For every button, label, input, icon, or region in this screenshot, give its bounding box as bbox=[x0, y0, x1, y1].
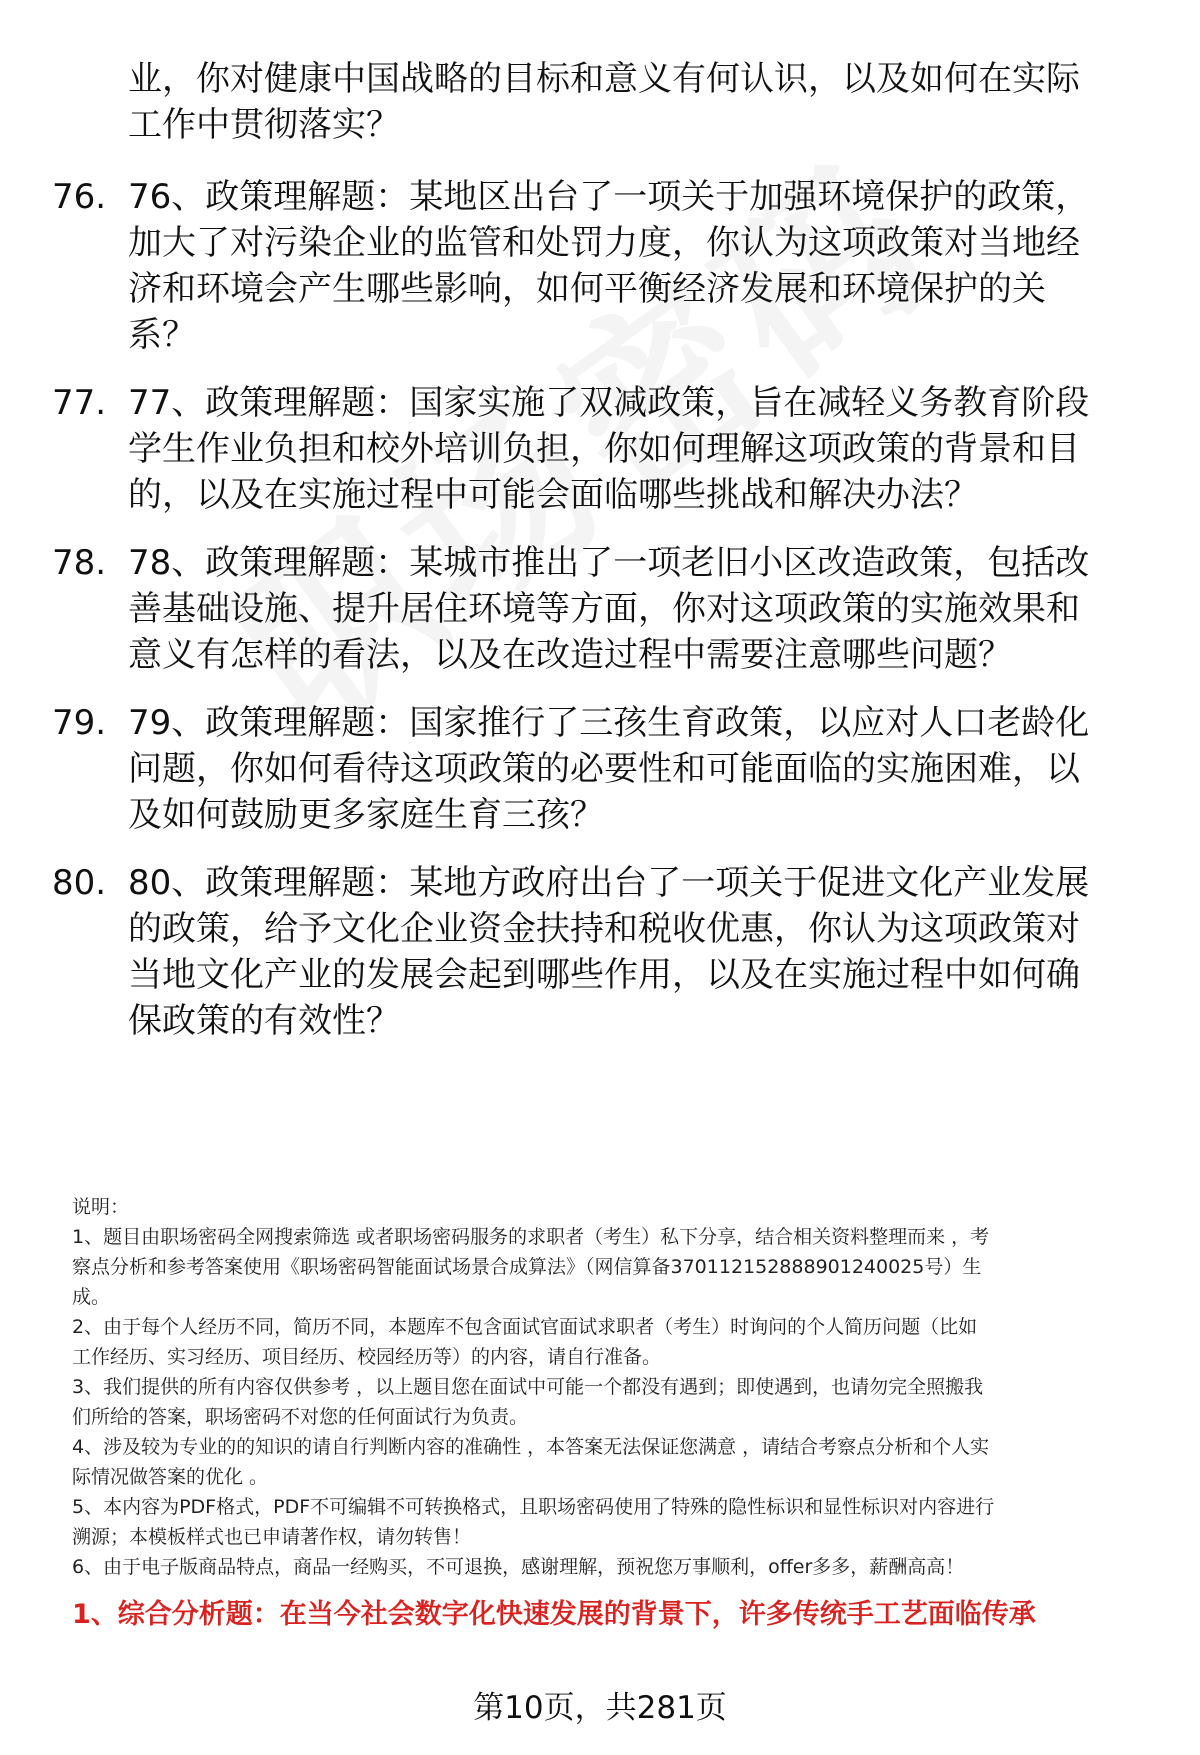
notes-line: 4、涉及较为专业的的知识的请自行判断内容的准确性 ，本答案无法保证您满意 ，请结合考察点分析和个人实 bbox=[72, 1436, 990, 1458]
question-number: 78. bbox=[52, 543, 107, 583]
notes-line: 们所给的答案，职场密码不对您的任何面试行为负责。 bbox=[72, 1406, 529, 1428]
continuation-line: 业，你对健康中国战略的目标和意义有何认识，以及如何在实际 bbox=[128, 59, 1080, 99]
question-line: 意义有怎样的看法，以及在改造过程中需要注意哪些问题？ bbox=[128, 635, 1012, 675]
notes-line: 5、本内容为PDF格式，PDF不可编辑不可转换格式，且职场密码使用了特殊的隐性标识和显性标识对内容进行 bbox=[72, 1496, 995, 1518]
question-line: 问题，你如何看待这项政策的必要性和可能面临的实施困难，以 bbox=[128, 749, 1080, 789]
notes-line: 6、由于电子版商品特点，商品一经购买，不可退换，感谢理解，预祝您万事顺利，offer多多，薪酬高高！ bbox=[72, 1556, 965, 1578]
question-79 bbox=[52, 700, 1172, 838]
question-line: 济和环境会产生哪些影响，如何平衡经济发展和环境保护的关 bbox=[128, 269, 1046, 309]
question-line: 学生作业负担和校外培训负担，你如何理解这项政策的背景和目 bbox=[128, 429, 1080, 469]
question-line: 及如何鼓励更多家庭生育三孩？ bbox=[128, 795, 604, 835]
question-line: 80、政策理解题：某地方政府出台了一项关于促进文化产业发展 bbox=[128, 863, 1090, 903]
question-line: 善基础设施、提升居住环境等方面，你对这项政策的实施效果和 bbox=[128, 589, 1080, 629]
next-section-question: 1、综合分析题：在当今社会数字化快速发展的背景下，许多传统手工艺面临传承 bbox=[72, 1599, 1036, 1630]
question-number: 77. bbox=[52, 383, 107, 423]
question-number: 80. bbox=[52, 863, 107, 903]
notes-section bbox=[72, 1192, 1162, 1582]
notes-line: 溯源；本模板样式也已申请著作权，请勿转售！ bbox=[72, 1526, 472, 1548]
question-line: 76、政策理解题：某地区出台了一项关于加强环境保护的政策， bbox=[128, 177, 1090, 217]
question-line: 的，以及在实施过程中可能会面临哪些挑战和解决办法？ bbox=[128, 475, 978, 515]
notes-line: 成。 bbox=[72, 1286, 111, 1308]
notes-line: 察点分析和参考答案使用《职场密码智能面试场景合成算法》（网信算备370112152888901240025号）生 bbox=[72, 1256, 982, 1278]
question-line: 78、政策理解题：某城市推出了一项老旧小区改造政策，包括改 bbox=[128, 543, 1090, 583]
notes-line: 1、题目由职场密码全网搜索筛选 或者职场密码服务的求职者（考生）私下分享，结合相关资料整理而来 ，考 bbox=[72, 1226, 990, 1248]
question-line: 当地文化产业的发展会起到哪些作用，以及在实施过程中如何确 bbox=[128, 955, 1080, 995]
continuation-line: 工作中贯彻落实？ bbox=[128, 105, 400, 145]
question-line: 保政策的有效性？ bbox=[128, 1001, 400, 1041]
question-number: 76. bbox=[52, 177, 107, 217]
notes-line: 3、我们提供的所有内容仅供参考 ，以上题目您在面试中可能一个都没有遇到；即使遇到，也请勿完全照搬我 bbox=[72, 1376, 984, 1398]
question-80 bbox=[52, 860, 1172, 1044]
question-number: 79. bbox=[52, 703, 107, 743]
question-78 bbox=[52, 540, 1172, 678]
question-line: 的政策，给予文化企业资金扶持和税收优惠，你认为这项政策对 bbox=[128, 909, 1080, 949]
question-77 bbox=[52, 380, 1172, 518]
notes-line: 际情况做答案的优化 。 bbox=[72, 1466, 269, 1488]
notes-heading: 说明： bbox=[72, 1196, 130, 1218]
notes-line: 2、由于每个人经历不同，简历不同，本题库不包含面试官面试求职者（考生）时询问的个人简历问题（比如 bbox=[72, 1316, 978, 1338]
notes-line: 工作经历、实习经历、项目经历、校园经历等）的内容，请自行准备。 bbox=[72, 1346, 662, 1368]
question-line: 77、政策理解题：国家实施了双减政策，旨在减轻义务教育阶段 bbox=[128, 383, 1090, 423]
page-footer: 第10页，共281页 bbox=[473, 1690, 727, 1726]
question-line: 系？ bbox=[128, 315, 196, 355]
question-line: 79、政策理解题：国家推行了三孩生育政策，以应对人口老龄化 bbox=[128, 703, 1090, 743]
question-76 bbox=[52, 174, 1172, 358]
question-line: 加大了对污染企业的监管和处罚力度，你认为这项政策对当地经 bbox=[128, 223, 1080, 263]
